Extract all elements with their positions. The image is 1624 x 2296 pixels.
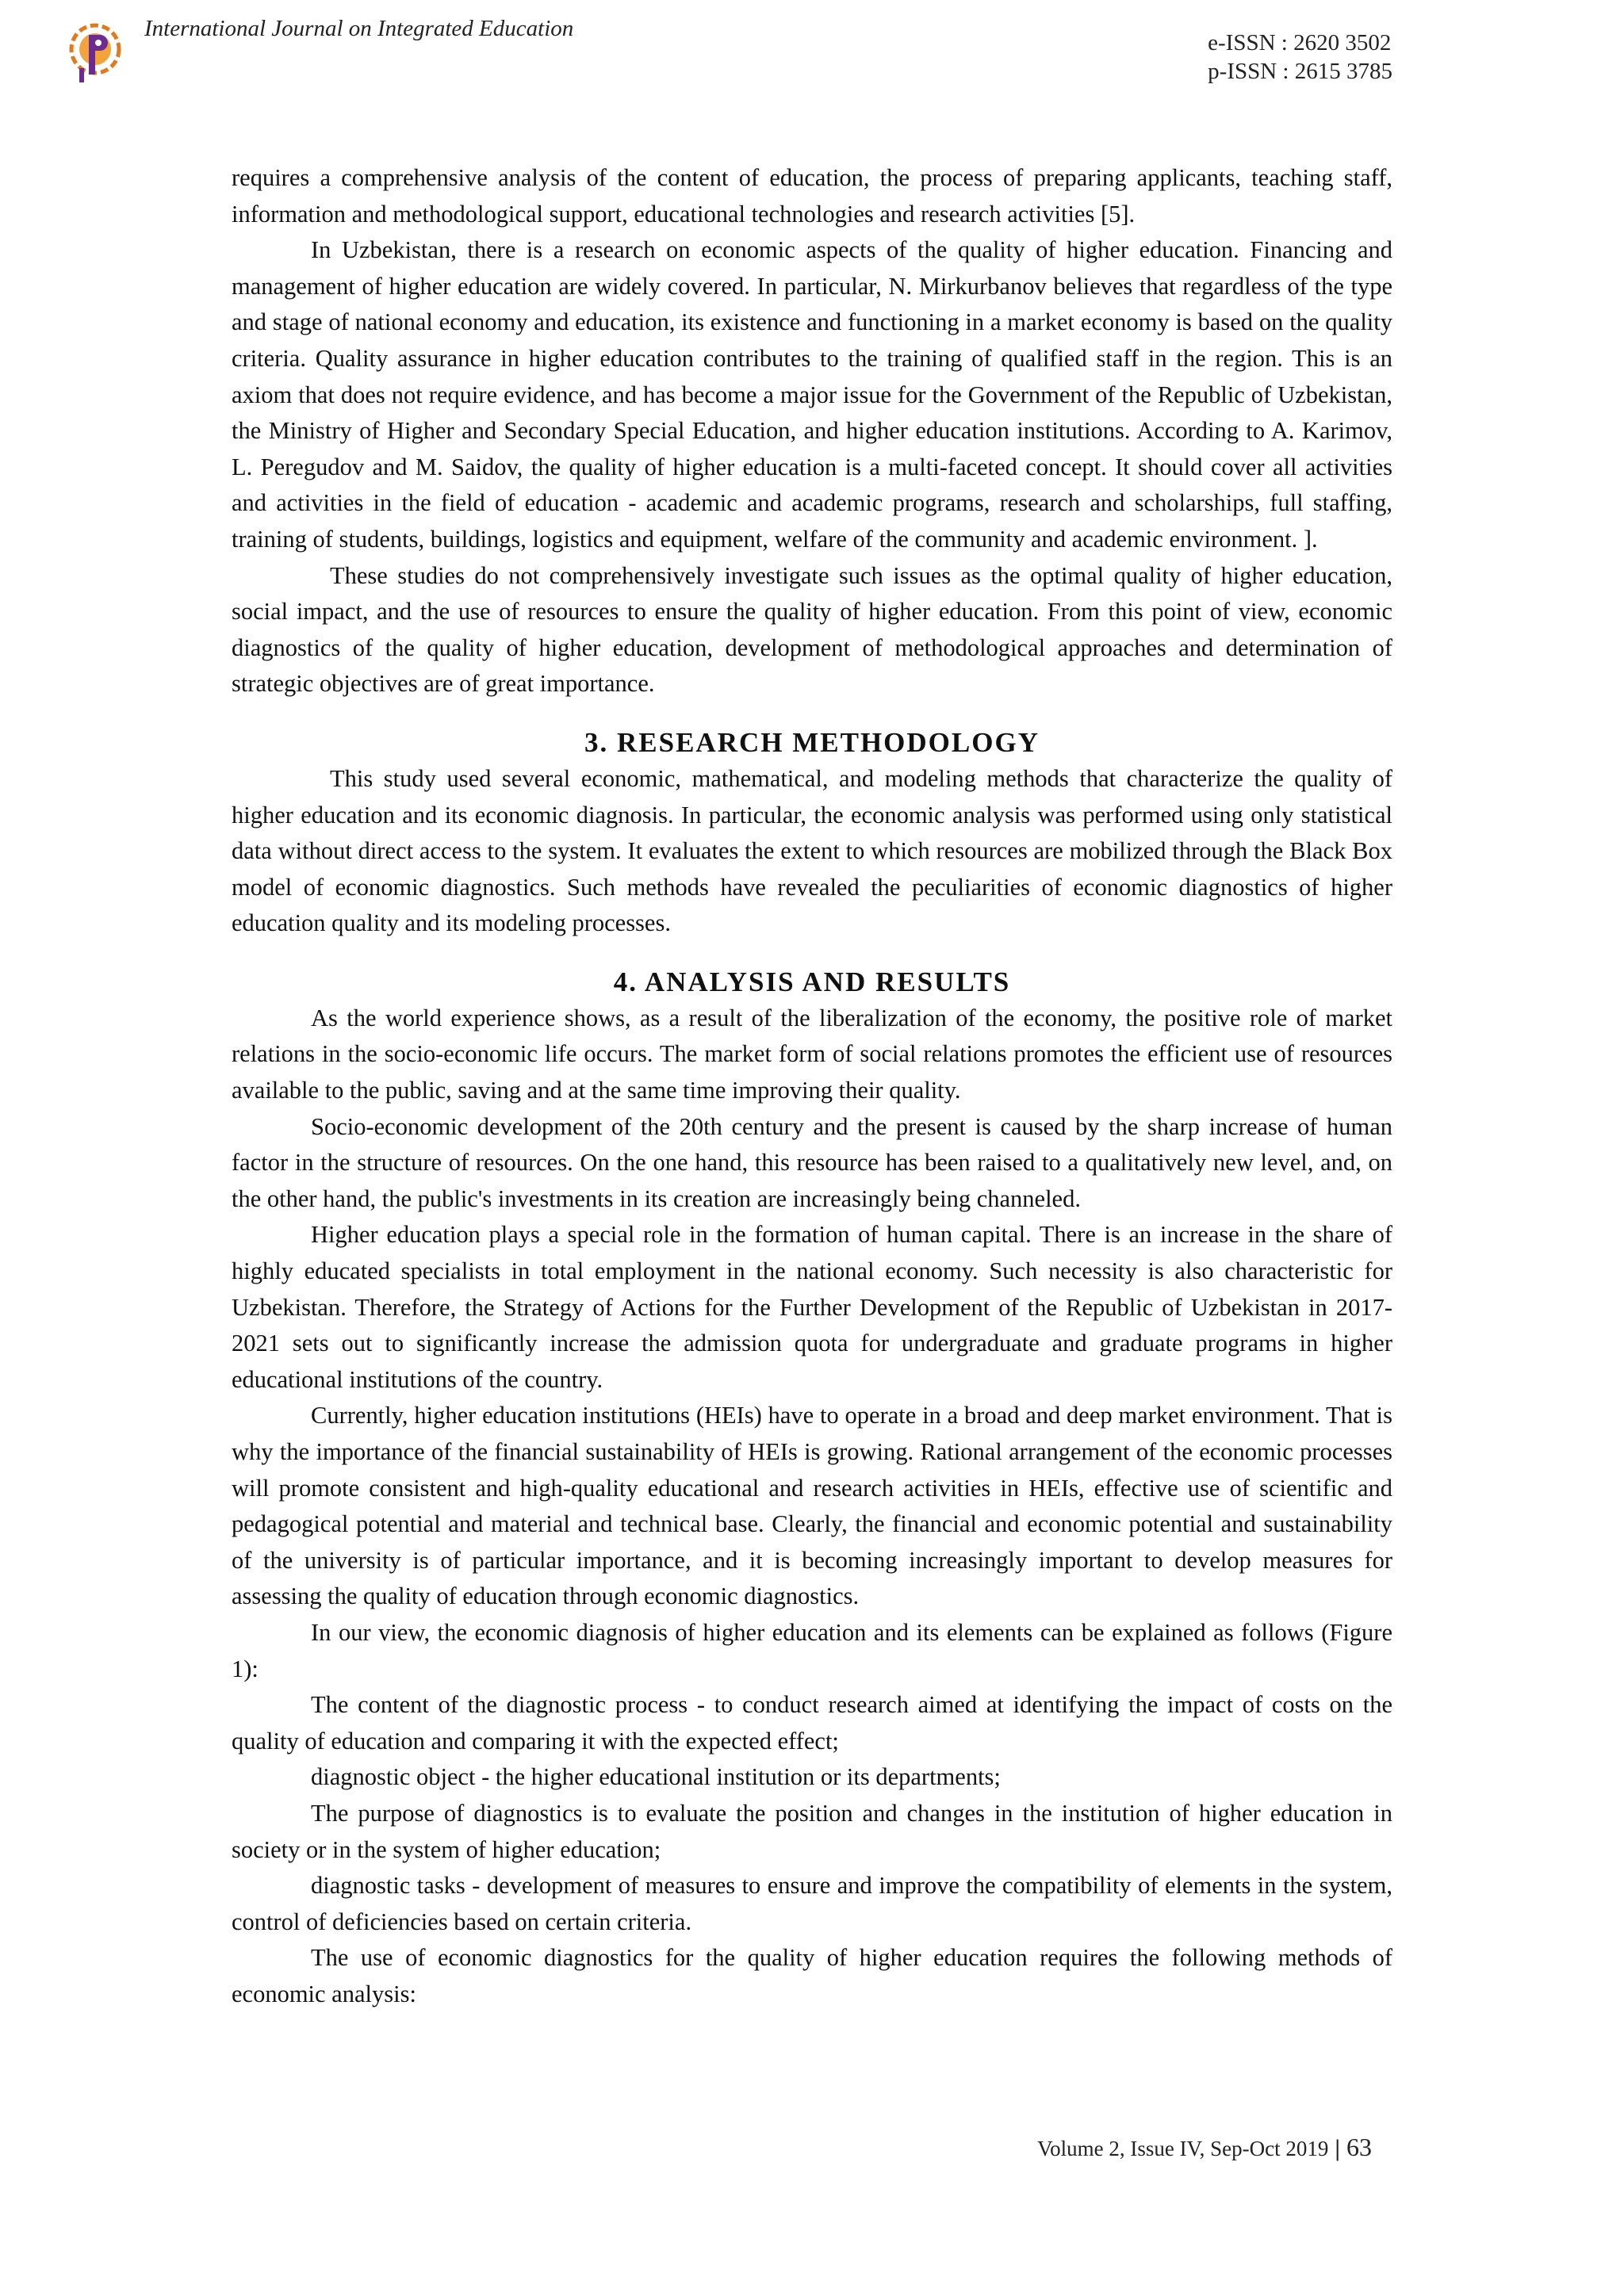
paragraph-14: The use of economic diagnostics for the quality of higher education requires the following methods of economic analysis:	[232, 1944, 1392, 2007]
paragraph-3: These studies do not comprehensively investigate such issues as the optimal quality of higher education, social impact, and the use of resources to ensure the quality of higher education. From this point of view, economic diagnostics of the quality of higher education, development of methodological approaches and determination of strategic objectives are of great importance.	[232, 561, 1392, 698]
paragraph-6: Socio-economic development of the 20th century and the present is caused by the sharp increase of human factor in the structure of resources. On the one hand, this resource has been raised to a qualitatively new level, and, on the other hand, the public's investments in its creation are increasingly being channeled.	[232, 1112, 1392, 1212]
paragraph-8: Currently, higher education institutions (HEIs) have to operate in a broad and deep market environment. That is why the importance of the financial sustainability of HEIs is growing. Rational arrangement of the economic processes will promote consistent and high-quality educational and research activities in HEIs, effective use of scientific and pedagogical potential and material and technical base. Clearly, the financial and economic potential and sustainability of the university is of particular importance, and it is becoming increasingly important to develop measures for assessing the quality of education through economic diagnostics.	[232, 1402, 1392, 1610]
paragraph-5: As the world experience shows, as a result of the liberalization of the economy, the positive role of market relations in the socio-economic life occurs. The market form of social relations promotes the efficient use of resources available to the public, saving and at the same time improving their quality.	[232, 1004, 1392, 1104]
paragraph-11: diagnostic object - the higher educational institution or its departments;	[311, 1763, 1001, 1791]
journal-title: International Journal on Integrated Education	[144, 16, 574, 41]
journal-logo-icon	[65, 21, 125, 87]
paragraph-1: requires a comprehensive analysis of the content of education, the process of preparing applicants, teaching staff, information and methodological support, educational technologies and research activities [5].	[232, 164, 1392, 228]
paragraph-4: This study used several economic, mathematical, and modeling methods that characterize the quality of higher education and its economic diagnosis. In particular, the economic analysis was performed using only statistical data without direct access to the system. It evaluates the extent to which resources are mobilized through the Black Box model of economic diagnostics. Such methods have revealed the peculiarities of economic diagnostics of higher education quality and its modeling processes.	[232, 764, 1392, 937]
eissn: e-ISSN : 2620 3502	[1208, 30, 1392, 55]
paragraph-2: In Uzbekistan, there is a research on economic aspects of the quality of higher education. Financing and management of higher education are widely covered. In particular, N. Mirkurbanov believes that regardless of the type and stage of national economy and education, its existence and functioning in a market economy is based on the quality criteria. Quality assurance in higher education contributes to the training of qualified staff in the region. This is an axiom that does not require evidence, and has become a major issue for the Government of the Republic of Uzbekistan, the Ministry of Higher and Secondary Special Education, and higher education institutions. According to A. Karimov, L. Peregudov and M. Saidov, the quality of higher education is a multi-faceted concept. It should cover all activities and activities in the field of education - academic and academic programs, research and scholarships, full staffing, training of students, buildings, logistics and equipment, welfare of the community and academic environment. ].	[232, 236, 1392, 553]
section-heading-research-methodology: 3. RESEARCH METHODOLOGY	[584, 726, 1040, 758]
issn-block	[1208, 29, 1392, 86]
paragraph-12: The purpose of diagnostics is to evaluate the position and changes in the institution of higher education in society or in the system of higher education;	[232, 1799, 1392, 1863]
journal-logo	[65, 21, 125, 87]
paragraph-9: In our view, the economic diagnosis of higher education and its elements can be explained as follows (Figure 1):	[232, 1618, 1392, 1682]
footer-separator: |	[1335, 2135, 1340, 2161]
paragraph-7: Higher education plays a special role in the formation of human capital. There is an increase in the share of highly educated specialists in total employment in the national economy. Such necessity is also characteristic for Uzbekistan. Therefore, the Strategy of Actions for the Further Development of the Republic of Uzbekistan in 2017-2021 sets out to significantly increase the admission quota for undergraduate and graduate programs in higher educational institutions of the country.	[232, 1221, 1392, 1393]
section-heading-analysis-results: 4. ANALYSIS AND RESULTS	[613, 966, 1011, 997]
article-body	[232, 160, 1392, 2013]
paragraph-10: The content of the diagnostic process - to conduct research aimed at identifying the impact of costs on the quality of education and comparing it with the expected effect;	[232, 1691, 1392, 1755]
paragraph-13: diagnostic tasks - development of measures to ensure and improve the compatibility of elements in the system, control of deficiencies based on certain criteria.	[232, 1872, 1392, 1935]
volume-info: Volume 2, Issue IV, Sep-Oct 2019	[1037, 2137, 1329, 2160]
pissn: p-ISSN : 2615 3785	[1208, 59, 1392, 84]
page-footer	[1037, 2133, 1372, 2162]
page-number: 63	[1346, 2133, 1372, 2161]
